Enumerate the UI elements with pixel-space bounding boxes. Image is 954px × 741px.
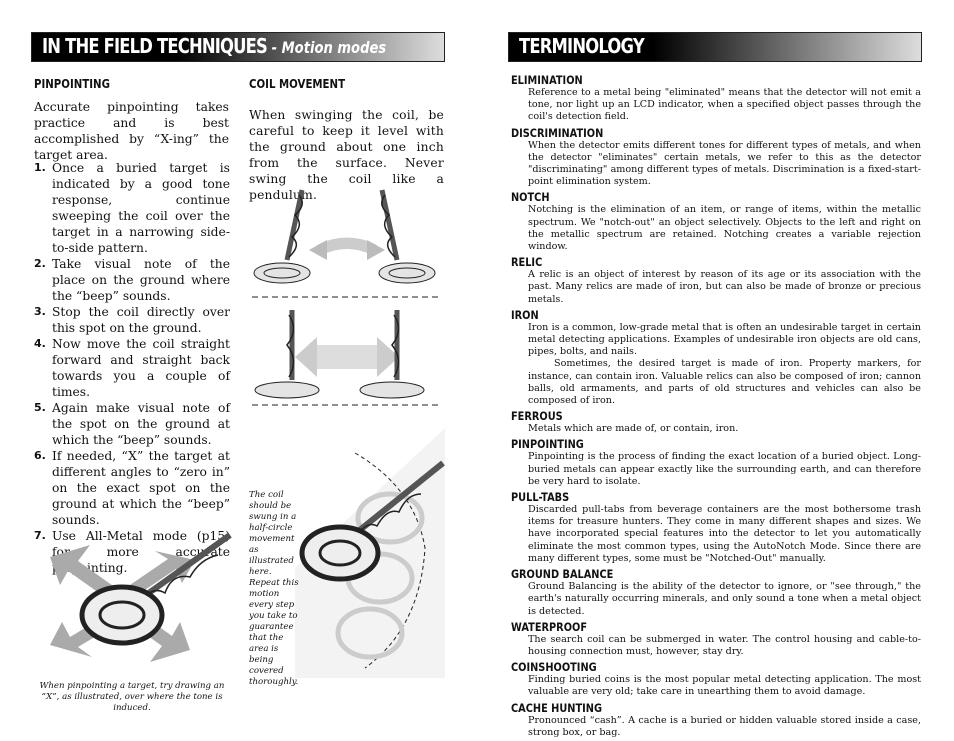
- pinpointing-step: [34, 256, 230, 304]
- pinpointing-step: [34, 304, 230, 336]
- arrow-left-icon-2: [295, 337, 317, 377]
- term-definition: When the detector emits different tones for different types of metals, and when the detector "eliminates" certain metals, we refer to this as the detector "discriminating" among different types of metals. Discrimination is a fixed-start-point elimination system.: [528, 139, 921, 188]
- term-definition: Iron is a common, low-grade metal that is often an undesirable target in certain metal detecting applications. Examples of undesirable iron objects are old cans, pipes, bolts, and nails.: [528, 321, 921, 358]
- step-text: Again make visual note of the spot on the ground at which the “beep” sounds.: [52, 401, 230, 447]
- pinpointing-steps: [34, 160, 230, 576]
- right-header-title: TERMINOLOGY: [519, 34, 644, 58]
- term-heading: DISCRIMINATION: [511, 125, 604, 140]
- coil-movement-caption: The coil should be swung in a half-circle movement as illustrated here. Repeat this motion every step you take to guarantee that the area is being covered thoroughly.: [249, 490, 299, 687]
- step-number: 7.: [34, 529, 46, 542]
- left-page-header: [31, 32, 445, 62]
- term-entry: [511, 126, 921, 189]
- term-entry: [511, 620, 921, 658]
- term-entry: [511, 490, 921, 565]
- term-definition: Reference to a metal being "eliminated" means that the detector will not emit a tone, nor light up an LCD indicator, when a specified object passes through the coil's detection field.: [528, 87, 921, 123]
- half-circle-swing-illustration: [295, 428, 445, 678]
- term-definition: Metals which are made of, or contain, iron.: [528, 423, 739, 435]
- term-entry: [511, 308, 921, 407]
- term-heading: PULL-TABS: [511, 490, 570, 505]
- term-definition: A relic is an object of interest by reason of its age or its association with the past. Many relics are made of iron, but can also be made of bronze or precious metals.: [528, 269, 921, 305]
- term-definition: Notching is the elimination of an item, or range of items, within the metallic spectrum. We "notch-out" an object selectively. Objects to the left and right on the metallic spectrum are retained. Notching creates a variable rejection window.: [528, 204, 921, 253]
- pinpointing-step: [34, 400, 230, 448]
- coil-movement-heading: COIL MOVEMENT: [249, 77, 346, 91]
- pinpoint-detector: [82, 535, 230, 643]
- term-entry: [511, 567, 921, 618]
- arrow-right-icon: [367, 240, 385, 260]
- step-text: Once a buried target is indicated by a good tone response, continue sweeping the coil over the target in a narrowing side-to-side pattern.: [52, 161, 230, 255]
- term-heading: FERROUS: [511, 409, 563, 424]
- term-definition: Discarded pull-tabs from beverage containers are the most bothersome trash items for treasure hunters. They come in many different shapes and sizes. We have incorporated special features into the detector to let you automatically eliminate the most common types, using the AutoNotch Mode. Since there are many different types, some must be "Notched-Out" manually.: [528, 504, 921, 564]
- step-number: 6.: [34, 449, 46, 462]
- coil-swing-illustration: [247, 185, 447, 410]
- step-text: If needed, “X” the target at different angles to “zero in” on the exact spot on the ground at which the “beep” sounds.: [52, 449, 230, 527]
- term-heading: NOTCH: [511, 190, 550, 205]
- pinpointing-heading: PINPOINTING: [34, 77, 110, 91]
- term-heading: GROUND BALANCE: [511, 567, 614, 582]
- term-heading: CACHE HUNTING: [511, 700, 602, 715]
- x-pinpoint-illustration: [30, 525, 250, 675]
- step-text: Now move the coil straight forward and straight back towards you a couple of times.: [52, 337, 230, 399]
- step-number: 3.: [34, 305, 46, 318]
- term-entry: [511, 73, 921, 124]
- term-heading: RELIC: [511, 255, 543, 270]
- detector-right-top: [379, 190, 435, 283]
- term-definition: Sometimes, the desired target is made of iron. Property markers, for instance, can contain iron. Valuable relics can also be composed of iron; cannon balls, old armaments, and parts of old structures and vehicles can also be composed of iron.: [528, 358, 921, 407]
- left-header-title: IN THE FIELD TECHNIQUES - Motion modes: [42, 34, 387, 58]
- pinpointing-step: [34, 160, 230, 256]
- pinpointing-intro: Accurate pinpointing takes practice and is best accomplished by “X-ing” the target area.: [34, 100, 229, 162]
- term-entry: [511, 701, 921, 739]
- term-entry: [511, 190, 921, 253]
- step-text: Stop the coil directly over this spot on the ground.: [52, 305, 230, 335]
- pinpointing-step: [34, 336, 230, 400]
- term-definition: Ground Balancing is the ability of the detector to ignore, or "see through," the earth's naturally occurring minerals, and only sound a tone when a metal object is detected.: [528, 581, 921, 617]
- term-entry: [511, 660, 921, 698]
- step-number: 4.: [34, 337, 46, 350]
- left-header-subtitle: - Motion modes: [267, 38, 387, 57]
- term-heading: ELIMINATION: [511, 73, 583, 87]
- right-page-header: [508, 32, 922, 62]
- term-definition: Pronounced “cash”. A cache is a buried or hidden valuable stored inside a case, strong box, or bag.: [528, 714, 921, 738]
- step-text: Take visual note of the place on the ground where the “beep” sounds.: [52, 257, 230, 303]
- step-text: Use All-Metal mode (p15) for more accurate pinpointing.: [52, 529, 230, 575]
- term-heading: WATERPROOF: [511, 619, 588, 634]
- term-entry: [511, 409, 921, 435]
- pinpointing-step: [34, 448, 230, 528]
- step-number: 2.: [34, 257, 46, 270]
- term-definition: Pinpointing is the process of finding the exact location of a buried object. Long-buried metals can appear exactly like the surrounding earth, and can therefore be very hard to isolate.: [528, 451, 921, 487]
- coil-movement-text: When swinging the coil, be careful to keep it level with the ground about one inch from the surface. Never swing the coil like a pendulum.: [249, 108, 444, 202]
- term-heading: COINSHOOTING: [511, 660, 597, 675]
- detector-left-top: [254, 190, 310, 283]
- term-entry: [511, 437, 921, 488]
- term-heading: IRON: [511, 307, 539, 322]
- term-entry: [511, 255, 921, 306]
- terminology-list: [511, 73, 921, 741]
- term-heading: PINPOINTING: [511, 437, 584, 452]
- step-number: 1.: [34, 161, 46, 174]
- pinpointing-caption: When pinpointing a target, try drawing an “X”, as illustrated, over where the tone is induced.: [39, 681, 225, 713]
- arrow-left-icon: [309, 240, 327, 260]
- term-definition: Finding buried coins is the most popular metal detecting application. The most valuable are very old; take care in unearthing them to avoid damage.: [528, 674, 921, 698]
- term-definition: The search coil can be submerged in water. The control housing and cable-to-housing connection must, however, stay dry.: [528, 633, 921, 657]
- step-number: 5.: [34, 401, 46, 414]
- straight-arrow-icon: [312, 345, 382, 369]
